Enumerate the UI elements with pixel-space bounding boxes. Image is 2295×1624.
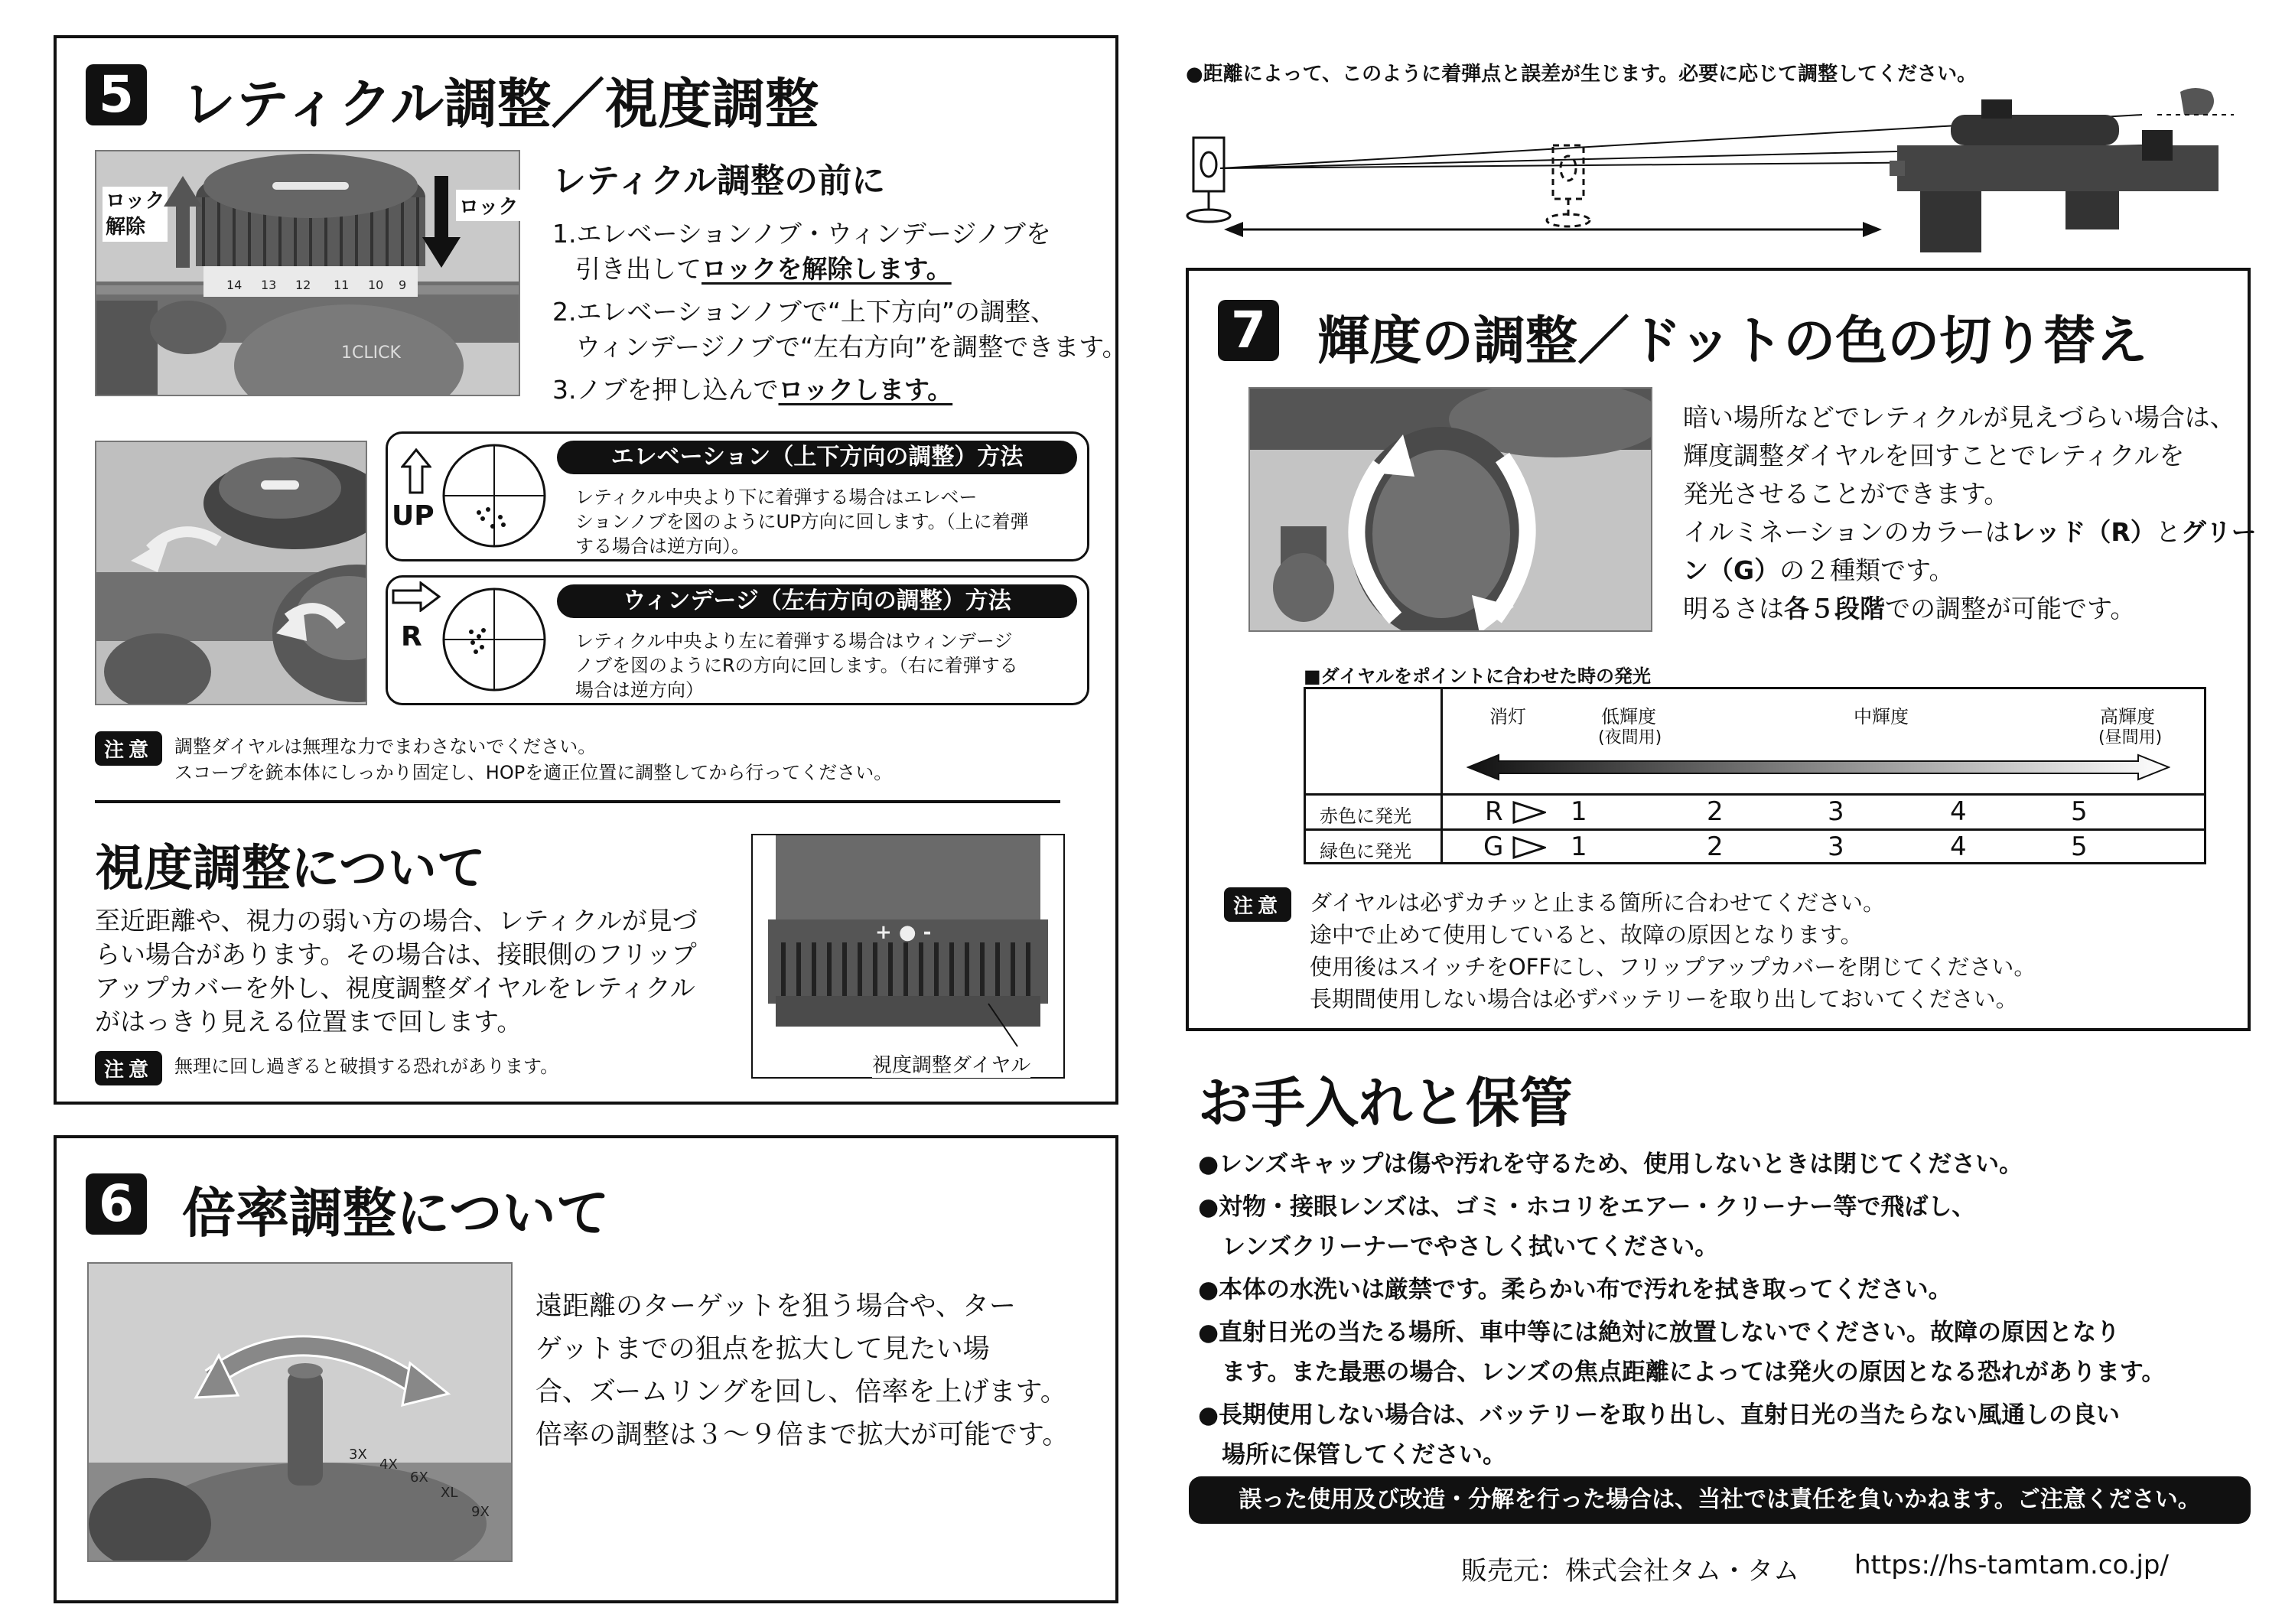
row-red-val-3: 3 <box>1828 796 1844 827</box>
row-green-val-2: 2 <box>1707 832 1724 862</box>
care-title: お手入れと保管 <box>1198 1072 1573 1134</box>
pre-adjust-heading: レティクル調整の前に <box>552 161 886 200</box>
section-5-divider <box>95 800 1060 803</box>
brightness-table <box>1304 687 2206 864</box>
windage-method-title: ウィンデージ（左右方向の調整）方法 <box>557 584 1077 618</box>
svg-text:14: 14 <box>226 278 243 292</box>
diopter-title: 視度調整について <box>95 841 486 897</box>
step-2-line-a: 2.エレベーションノブで“上下方向”の調整、 <box>552 297 1056 327</box>
col-off: 消灯 <box>1489 706 1526 727</box>
col-low-sub: (夜間用) <box>1598 728 1662 747</box>
step-3-line: 3.ノブを押し込んでロックします。 <box>552 375 953 405</box>
section-7-note-tag: 注意 <box>1224 887 1291 922</box>
brightness-table-caption: ■ダイヤルをポイントに合わせた時の発光 <box>1304 666 1651 687</box>
zoom-text-3: 合、ズームリングを回し、倍率を上げます。 <box>536 1377 1067 1408</box>
row-red-val-1: 1 <box>1571 796 1587 827</box>
section-5-note-2: スコープを銃本体にしっかり固定し、HOPを適正位置に調整してから行ってください。 <box>174 762 893 783</box>
row-green-val-3: 3 <box>1828 832 1844 862</box>
section-7-title: 輝度の調整／ドットの色の切り替え <box>1317 311 2148 372</box>
step-1-line-a: 1.エレベーションノブ・ウィンデージノブを <box>552 219 1051 249</box>
elevation-reticle-diagram <box>441 442 548 549</box>
col-high-sub: (昼間用) <box>2098 728 2163 747</box>
row-green-val-1: 1 <box>1571 832 1587 862</box>
section-5-note-1: 調整ダイヤルは無理な力でまわさないでください。 <box>174 736 597 757</box>
table-hline-2 <box>1306 828 2204 831</box>
diopter-text-2: らい場合があります。その場合は、接眼側のフリップ <box>95 939 697 969</box>
section-5-number: 5 <box>86 64 147 125</box>
lock-label: ロック <box>456 190 521 221</box>
section-5-title: レティクル調整／視度調整 <box>182 73 819 135</box>
row-red-letter: R <box>1485 796 1503 827</box>
target-near <box>1187 138 1230 222</box>
care-item-6: ます。また最悪の場合、レンズの焦点距離によっては発火の原因となる恐れがあります。 <box>1198 1359 2166 1386</box>
col-high: 高輝度 <box>2100 706 2155 727</box>
illum-text-3: 発光させることができます。 <box>1683 479 2010 509</box>
diopter-leader-line <box>987 1002 1033 1048</box>
diopter-note-tag: 注意 <box>95 1051 162 1085</box>
svg-text:9: 9 <box>399 278 407 292</box>
svg-text:10: 10 <box>368 278 384 292</box>
section-7-number: 7 <box>1218 300 1279 361</box>
row-red-pointer-icon <box>1512 801 1546 824</box>
col-low: 低輝度 <box>1601 706 1656 727</box>
zoom-ring-photo <box>87 1262 513 1562</box>
elevation-text-3: する場合は逆方向）。 <box>575 535 750 557</box>
section-7-note-3: 使用後はスイッチをOFFにし、フリップアップカバーを閉じてください。 <box>1310 954 2036 980</box>
row-red-val-2: 2 <box>1707 796 1724 827</box>
lock-release-up-arrow-icon <box>164 176 202 268</box>
illum-text-4: イルミネーションのカラーはレッド（R）とグリー <box>1683 517 2257 547</box>
illumination-dial-illustration <box>1250 389 1652 632</box>
care-item-2: ●対物・接眼レンズは、ゴミ・ホコリをエアー・クリーナー等で飛ばし、 <box>1198 1193 1976 1221</box>
section-5-note-tag: 注意 <box>95 731 162 766</box>
section-7-note-4: 長期間使用しない場合は必ずバッテリーを取り出しておいてください。 <box>1310 986 2018 1012</box>
diopter-text-4: がはっきり見える位置まで回します。 <box>95 1007 522 1037</box>
knobs-illustration <box>96 442 367 705</box>
svg-text:13: 13 <box>261 278 277 292</box>
elevation-up-label: UP <box>392 500 435 532</box>
row-green-letter: G <box>1483 832 1504 862</box>
vendor-url: https://hs-tamtam.co.jp/ <box>1854 1550 2169 1580</box>
elevation-text-1: レティクル中央より下に着弾する場合はエレベー <box>575 487 978 508</box>
windage-text-1: レティクル中央より左に着弾する場合はウィンデージ <box>575 630 1013 652</box>
svg-text:1CLICK: 1CLICK <box>341 343 401 363</box>
windage-text-2: ノブを図のようにRの方向に回します。（右に着弾する <box>575 655 1018 676</box>
diopter-text-3: アップカバーを外し、視度調整ダイヤルをレティクル <box>95 973 695 1003</box>
svg-text:+ ● -: + ● - <box>875 921 932 944</box>
svg-text:11: 11 <box>334 278 350 292</box>
table-hline-1 <box>1306 793 2204 796</box>
row-green-label: 緑色に発光 <box>1320 841 1411 862</box>
care-item-1: ●レンズキャップは傷や汚れを守るため、使用しないときは閉じてください。 <box>1198 1150 2023 1178</box>
svg-text:XL: XL <box>441 1485 458 1501</box>
right-arrow-icon <box>392 581 441 612</box>
rifle-scope-illustration <box>1890 88 2234 252</box>
col-mid: 中輝度 <box>1854 706 1909 727</box>
distance-caption: ●距離によって、このように着弾点と誤差が生じます。必要に応じて調整してください。 <box>1186 63 1978 86</box>
step-1-line-b: 引き出してロックを解除します。 <box>575 254 952 284</box>
zoom-text-4: 倍率の調整は３～９倍まで拡大が可能です。 <box>536 1420 1069 1450</box>
target-far <box>1547 145 1590 226</box>
svg-text:3X: 3X <box>349 1447 367 1463</box>
row-green-val-4: 4 <box>1950 832 1967 862</box>
step-2-line-b: ウィンデージノブで“左右方向”を調整できます。 <box>575 332 1128 362</box>
up-arrow-icon <box>401 448 431 494</box>
zoom-ring-illustration <box>89 1264 513 1562</box>
disclaimer-banner: 誤った使用及び改造・分解を行った場合は、当社では責任を負いかねます。ご注意ください。 <box>1189 1476 2251 1524</box>
svg-text:6X: 6X <box>410 1469 428 1486</box>
svg-text:9X: 9X <box>471 1504 490 1520</box>
distance-diagram <box>1186 84 2257 252</box>
care-item-4: ●本体の水洗いは厳禁です。柔らかい布で汚れを拭き取ってください。 <box>1198 1276 1952 1303</box>
diopter-note: 無理に回し過ぎると破損する恐れがあります。 <box>174 1056 559 1077</box>
section-7-note-1: ダイヤルは必ずカチッと止まる箇所に合わせてください。 <box>1310 890 1885 916</box>
care-item-7: ●長期使用しない場合は、バッテリーを取り出し、直射日光の当たらない風通しの良い <box>1198 1401 2121 1429</box>
row-red-label: 赤色に発光 <box>1320 805 1411 827</box>
lock-down-arrow-icon <box>422 176 461 268</box>
care-item-8: 場所に保管してください。 <box>1198 1441 1506 1469</box>
section-7-note-2: 途中で止めて使用していると、故障の原因となります。 <box>1310 922 1863 948</box>
diopter-dial-caption: 視度調整ダイヤル <box>872 1050 1030 1078</box>
windage-text-3: 場合は逆方向） <box>575 679 704 701</box>
elevation-windage-knobs-photo <box>95 441 367 705</box>
row-red-val-4: 4 <box>1950 796 1967 827</box>
care-item-3: レンズクリーナーでやさしく拭いてください。 <box>1198 1233 1719 1261</box>
row-red-val-5: 5 <box>2071 796 2088 827</box>
section-6-number: 6 <box>86 1173 147 1235</box>
windage-reticle-diagram <box>441 586 548 693</box>
row-green-pointer-icon <box>1512 836 1546 859</box>
table-vline <box>1440 689 1443 862</box>
row-green-val-5: 5 <box>2071 832 2088 862</box>
illumination-dial-photo <box>1248 387 1652 632</box>
windage-r-label: R <box>401 621 422 653</box>
zoom-text-1: 遠距離のターゲットを狙う場合や、ター <box>536 1291 1016 1322</box>
care-item-5: ●直射日光の当たる場所、車中等には絶対に放置しないでください。故障の原因となり <box>1198 1319 2121 1346</box>
vendor-name: 販売元：株式会社タム・タム <box>1461 1556 1799 1587</box>
svg-text:4X: 4X <box>379 1456 398 1473</box>
illum-text-5: ン（G）の２種類です。 <box>1683 555 1955 585</box>
diopter-text-1: 至近距離や、視力の弱い方の場合、レティクルが見づ <box>95 906 698 936</box>
section-6-title: 倍率調整について <box>182 1182 610 1245</box>
brightness-gradient-arrow <box>1467 752 2170 783</box>
zoom-text-2: ゲットまでの狙点を拡大して見たい場 <box>536 1334 990 1365</box>
lock-release-label: ロック 解除 <box>103 187 168 242</box>
illum-text-6: 明るさは各５段階での調整が可能です。 <box>1683 594 2136 623</box>
illum-text-1: 暗い場所などでレティクルが見えづらい場合は、 <box>1683 402 2235 432</box>
elevation-text-2: ションノブを図のようにUP方向に回します。（上に着弾 <box>575 511 1029 532</box>
illum-text-2: 輝度調整ダイヤルを回すことでレティクルを <box>1683 441 2185 470</box>
elevation-method-title: エレベーション（上下方向の調整）方法 <box>557 441 1077 474</box>
svg-text:12: 12 <box>295 278 311 292</box>
